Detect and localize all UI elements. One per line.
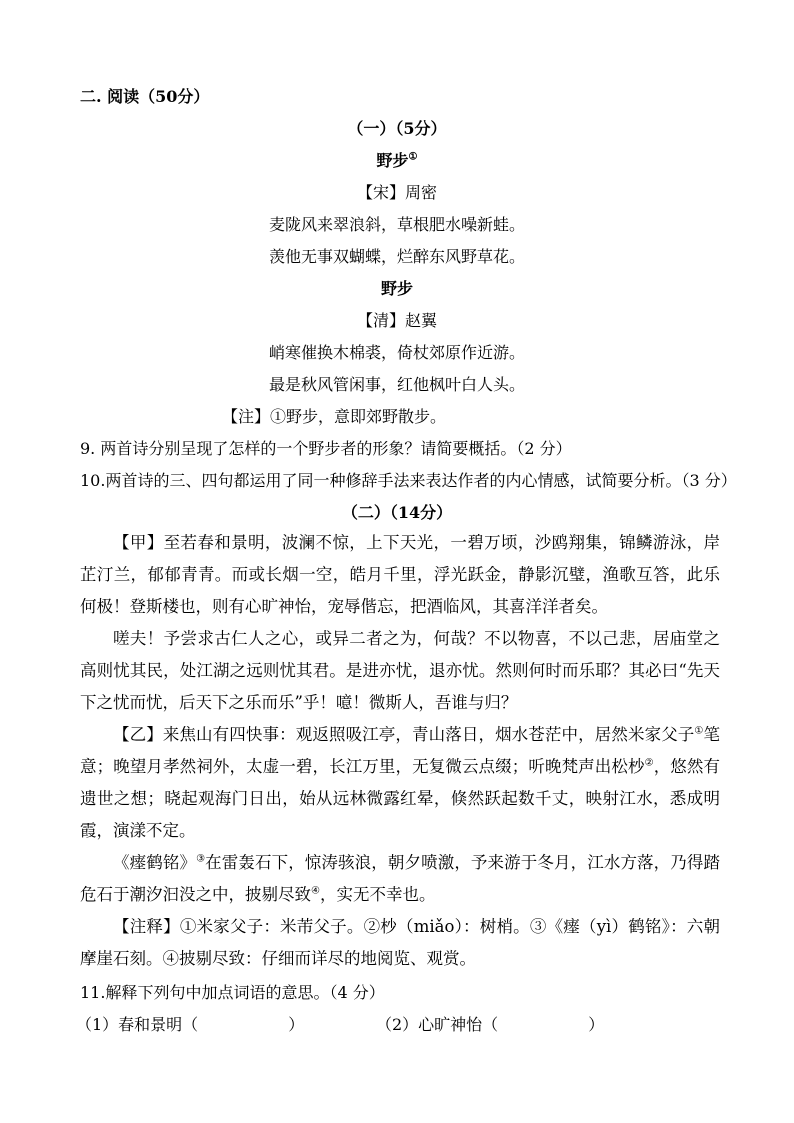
yi-p1-text-c: ，悠然有遗世之想；晓起观海门日出，始从远林微露红晕，倏然跃起数千丈，映射江水，悉成明霞，演漾不定。: [80, 757, 721, 840]
poem1-line-2: 羡他无事双蝴蝶，烂醉东风野草花。: [268, 247, 525, 266]
yi-p1-text-a: 【乙】来焦山有四快事：观返照吸江亭，青山落日，烟水苍茫中，居然米家父子: [113, 725, 695, 744]
poem2-line-1: 峭寒催换木棉裘，倚杖郊原作近游。: [268, 343, 525, 362]
question-11: 11.解释下列句中加点词语的意思。（4 分）: [80, 983, 385, 1002]
poem1-author: 【宋】周密: [356, 183, 437, 202]
footnote-ref-4: ④: [311, 885, 320, 897]
poem2-title: 野步: [380, 279, 413, 298]
footnote-ref-3: ③: [196, 853, 206, 865]
poem1-title-text: 野步: [376, 151, 409, 170]
poem2-line-2: 最是秋风管闲事，红他枫叶白人头。: [268, 375, 525, 394]
section-title: 二. 阅读（50分）: [80, 87, 210, 106]
passage-yi-paragraph-1: [80, 719, 720, 847]
poem2-author: 【清】赵翼: [356, 311, 437, 330]
yi-p2-text-a: 《瘗鹤铭》: [113, 853, 197, 872]
poem1-title-note: ①: [408, 151, 418, 163]
item-2-label: （2）心旷神怡（: [376, 1015, 499, 1034]
poem-note: 【注】①野步，意即郊野散步。: [222, 407, 447, 426]
yi-p1-text-b: 笔意；晚望月孝然祠外，太虚一碧，长江万里，无复微云点缀；听晚梵声出松杪: [80, 725, 720, 776]
footnote-ref-1: ①: [694, 725, 704, 737]
passage-jia-paragraph-1: 【甲】至若春和景明，波澜不惊，上下天光，一碧万顷，沙鸥翔集，锦鳞游泳，岸芷汀兰，郁郁青青。而或长烟一空，皓月千里，浮光跃金，静影沉璧，渔歌互答，此乐何极！登斯楼也，则有心旷神怡，宠辱偕忘，把酒临风，其喜洋洋者矣。: [80, 533, 720, 616]
yi-p2-text-b: 在雷轰石下，惊涛骇浪，朝夕喷激，予来游于冬月，江水方落，乃得踏危石于潮汐汩没之中，披剔尽致: [80, 853, 721, 904]
passage-notes: 【注释】①米家父子：米芾父子。②杪（miǎo）：树梢。③《瘗（yì）鹤铭》：六朝摩崖石刻。④披剔尽致：仔细而详尽的地阅览、观赏。: [80, 917, 720, 968]
passage-jia-paragraph-2: 嗟夫！予尝求古仁人之心，或异二者之为，何哉？不以物喜，不以己悲，居庙堂之高则忧其民，处江湖之远则忧其君。是进亦忧，退亦忧。然则何时而乐耶？其必曰“先天下之忧而忧，后天下之乐而乐”乎！噫！微斯人，吾谁与归？: [80, 629, 720, 712]
poem1-title: [0, 150, 794, 172]
part2-heading: （二）（14分）: [341, 503, 453, 522]
footnote-ref-2: ②: [644, 757, 654, 769]
question-9: 9. 两首诗分别呈现了怎样的一个野步者的形象？请简要概括。（2 分）: [80, 439, 572, 458]
question-10: 10.两首诗的三、四句都运用了同一种修辞手法来表达作者的内心情感，试简要分析。（3 分）: [80, 471, 737, 490]
item-1-label: （1）春和景明（: [76, 1015, 199, 1034]
question-11-item-1: [76, 1014, 304, 1036]
item-2-close: ）: [588, 1015, 605, 1034]
yi-p2-text-c: ，实无不幸也。: [319, 885, 436, 904]
part1-heading: （一）（5分）: [347, 119, 447, 138]
item-1-close: ）: [288, 1015, 305, 1034]
passage-body: [80, 527, 720, 975]
poem1-line-1: 麦陇风来翠浪斜，草根肥水噪新蛙。: [268, 215, 525, 234]
question-11-item-2: [376, 1014, 604, 1036]
passage-yi-paragraph-2: [80, 847, 720, 911]
